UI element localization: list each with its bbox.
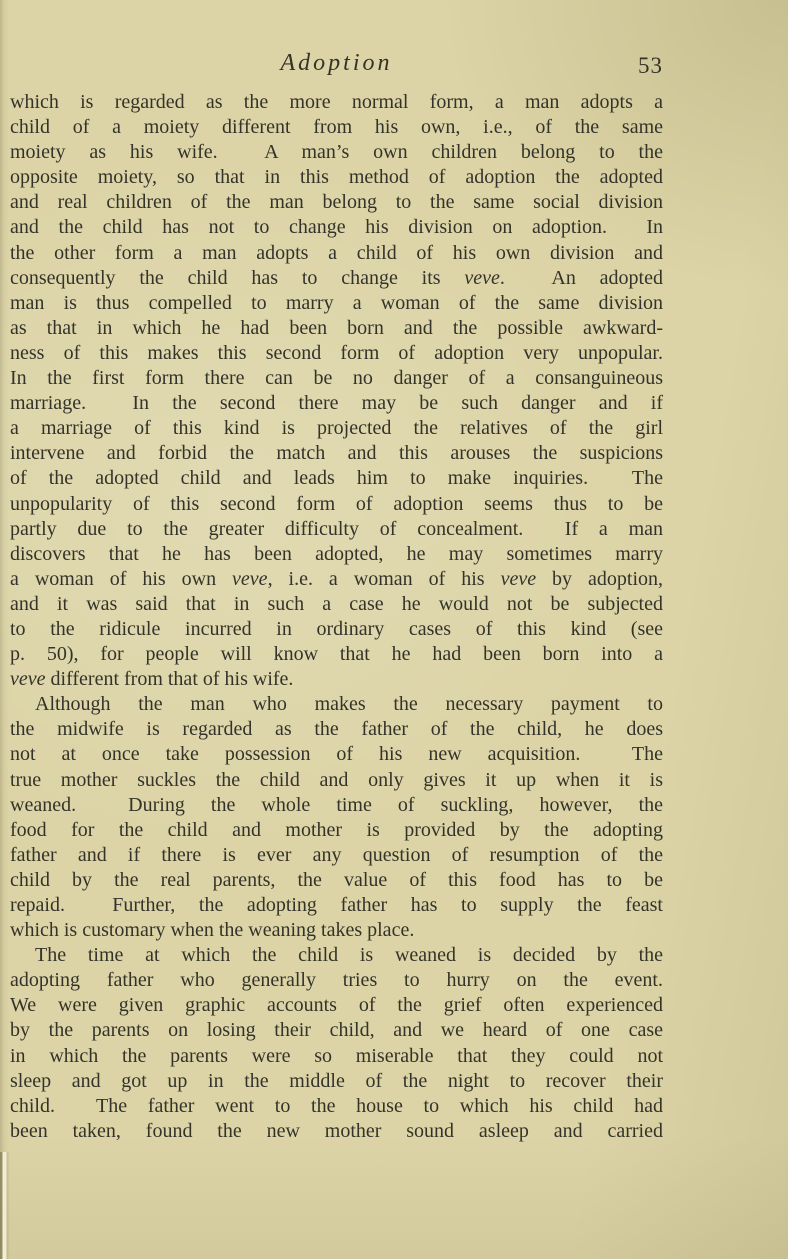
text-line: by the parents on losing their child, and we heard of one case: [10, 1019, 663, 1042]
text-line: Although the man who makes the necessary payment to: [35, 693, 663, 716]
text-line: as that in which he had been born and the possible awkward-: [10, 316, 663, 339]
text-line: child of a moiety different from his own, i.e., of the same: [10, 116, 663, 139]
text-line: which is regarded as the more normal form, a man adopts a: [10, 91, 663, 113]
text-line: which is customary when the weaning takes place.: [10, 919, 415, 942]
text-line: in which the parents were so miserable that they could not: [10, 1044, 663, 1067]
text-line: true mother suckles the child and only gives it up when it is: [10, 768, 663, 791]
text-line: The time at which the child is weaned is decided by the: [35, 944, 663, 967]
running-head-title: Adoption: [280, 50, 393, 76]
text-line: consequently the child has to change its veve. An adopted: [10, 266, 663, 289]
text-line: ness of this makes this second form of adoption very unpopular.: [10, 341, 663, 364]
text-line: been taken, found the new mother sound asleep and carried: [10, 1119, 663, 1142]
text-line: a woman of his own veve, i.e. a woman of his veve by adoption,: [10, 567, 664, 590]
text-line: of the adopted child and leads him to make inquiries. The: [10, 467, 663, 490]
text-line: sleep and got up in the middle of the night to recover their: [10, 1069, 663, 1092]
text-line: marriage. In the second there may be such danger and if: [10, 392, 663, 415]
text-line: We were given graphic accounts of the grief often experienced: [10, 994, 663, 1017]
text-line: opposite moiety, so that in this method of adoption the adopted: [10, 166, 663, 189]
text-line: the other form a man adopts a child of his own division and: [10, 241, 663, 264]
text-line: child. The father went to the house to which his child had: [10, 1094, 663, 1117]
text-line: adopting father who generally tries to hurry on the event.: [10, 969, 663, 992]
text-line: weaned. During the whole time of suckling, however, the: [10, 793, 663, 816]
text-line: and it was said that in such a case he would not be subjected: [10, 592, 663, 615]
text-line: and real children of the man belong to the same social division: [10, 191, 663, 214]
text-line: unpopularity of this second form of adoption seems thus to be: [10, 492, 663, 515]
page-edge-artifact: [0, 1152, 10, 1259]
text-line: discovers that he has been adopted, he may sometimes marry: [10, 542, 663, 565]
text-line: food for the child and mother is provided by the adopting: [10, 818, 663, 841]
text-line: man is thus compelled to marry a woman of the same division: [10, 291, 663, 314]
text-line: repaid. Further, the adopting father has to supply the feast: [10, 894, 663, 916]
text-line: veve different from that of his wife.: [10, 668, 294, 691]
text-line: intervene and forbid the match and this arouses the suspicions: [10, 442, 663, 465]
text-line: to the ridicule incurred in ordinary cases of this kind (see: [10, 617, 663, 640]
text-line: and the child has not to change his division on adoption. In: [10, 216, 663, 239]
text-line: moiety as his wife. A man’s own children belong to the: [10, 141, 663, 164]
text-line: child by the real parents, the value of this food has to be: [10, 868, 663, 891]
text-line: not at once take possession of his new acquisition. The: [10, 743, 663, 766]
body-text: [10, 90, 663, 1144]
text-line: a marriage of this kind is projected the relatives of the girl: [10, 417, 663, 440]
text-line: the midwife is regarded as the father of the child, he does: [10, 718, 663, 741]
text-line: p. 50), for people will know that he had been born into a: [10, 643, 663, 666]
page-number: 53: [638, 53, 663, 78]
text-line: partly due to the greater difficulty of concealment. If a man: [10, 517, 663, 540]
text-line: father and if there is ever any question of resumption of the: [10, 843, 663, 866]
text-line: In the first form there can be no danger of a consanguineous: [10, 367, 663, 390]
